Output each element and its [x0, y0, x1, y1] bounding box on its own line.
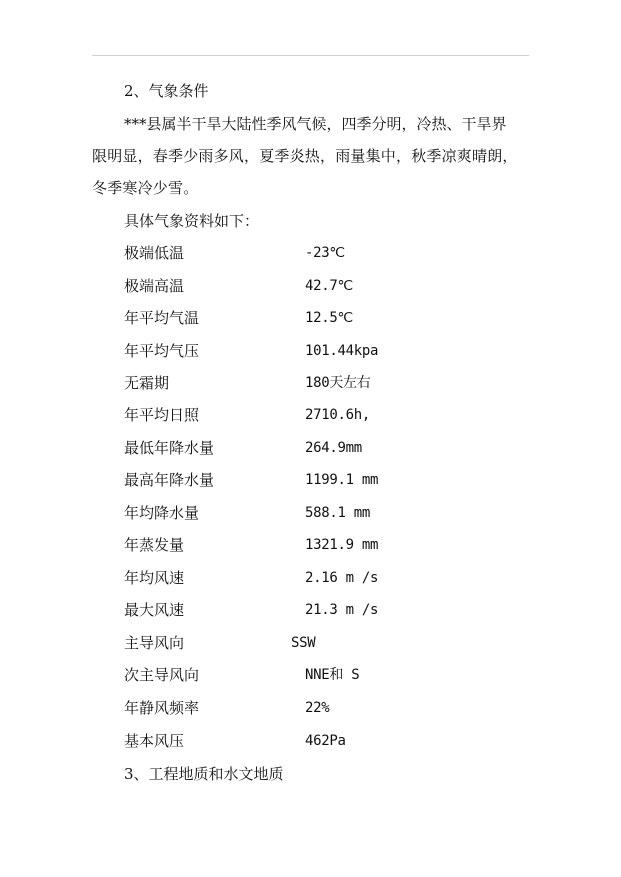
table-row: [0, 405, 621, 429]
row-label: 年均降水量: [124, 504, 200, 522]
table-row: [0, 276, 621, 300]
row-value: 462Pa: [305, 733, 346, 749]
row-label: 极端低温: [124, 244, 185, 262]
row-value: SSW: [291, 635, 316, 651]
row-label: 主导风向: [124, 634, 185, 652]
table-row: [0, 341, 621, 365]
row-value: 588.1 mm: [305, 505, 371, 521]
row-value: 2.16 m /s: [305, 570, 379, 586]
climate-intro: 具体气象资料如下：: [124, 212, 260, 230]
row-value: 101.44kpa: [305, 343, 379, 359]
row-value: 42.7℃: [305, 278, 353, 294]
row-value: 2710.6h,: [305, 407, 371, 423]
table-row: [0, 308, 621, 332]
row-label: 最大风速: [124, 601, 185, 619]
row-label: 最低年降水量: [124, 439, 215, 457]
row-label: 年平均气温: [124, 309, 200, 327]
table-row: [0, 665, 621, 689]
section-3-heading: 3、工程地质和水文地质: [124, 765, 284, 783]
row-label: 基本风压: [124, 732, 185, 750]
table-row: [0, 568, 621, 592]
paragraph-line-3: 冬季寒冷少雪。: [92, 179, 199, 197]
row-value: 1199.1 mm: [305, 472, 379, 488]
row-label: 次主导风向: [124, 666, 200, 684]
table-row: [0, 470, 621, 494]
table-row: [0, 731, 621, 755]
table-row: [0, 373, 621, 397]
table-row: [0, 243, 621, 267]
row-value: 22%: [305, 700, 330, 716]
table-row: [0, 438, 621, 462]
row-value: 264.9mm: [305, 440, 362, 456]
row-label: 最高年降水量: [124, 471, 215, 489]
row-label: 年平均气压: [124, 342, 200, 360]
row-value: 12.5℃: [305, 310, 353, 326]
row-value: -23℃: [305, 245, 345, 261]
table-row: [0, 600, 621, 624]
section-2-heading: 2、气象条件: [124, 82, 209, 100]
row-label: 年静风频率: [124, 699, 200, 717]
table-row: [0, 633, 621, 657]
row-label: 极端高温: [124, 277, 185, 295]
row-value: 1321.9 mm: [305, 537, 379, 553]
table-row: [0, 698, 621, 722]
header-rule: [92, 55, 529, 56]
row-value: NNE和 S: [305, 667, 360, 683]
row-value: 21.3 m /s: [305, 602, 379, 618]
row-label: 年平均日照: [124, 406, 200, 424]
row-label: 年均风速: [124, 569, 185, 587]
paragraph-line-2: 限明显，春季少雨多风，夏季炎热，雨量集中，秋季凉爽晴朗，: [92, 147, 518, 165]
row-value: 180天左右: [305, 375, 371, 391]
table-row: [0, 535, 621, 559]
row-label: 年蒸发量: [124, 536, 185, 554]
paragraph-line-1: ***县属半干旱大陆性季风气候，四季分明，冷热、干旱界: [124, 115, 507, 133]
row-label: 无霜期: [124, 374, 170, 392]
table-row: [0, 503, 621, 527]
